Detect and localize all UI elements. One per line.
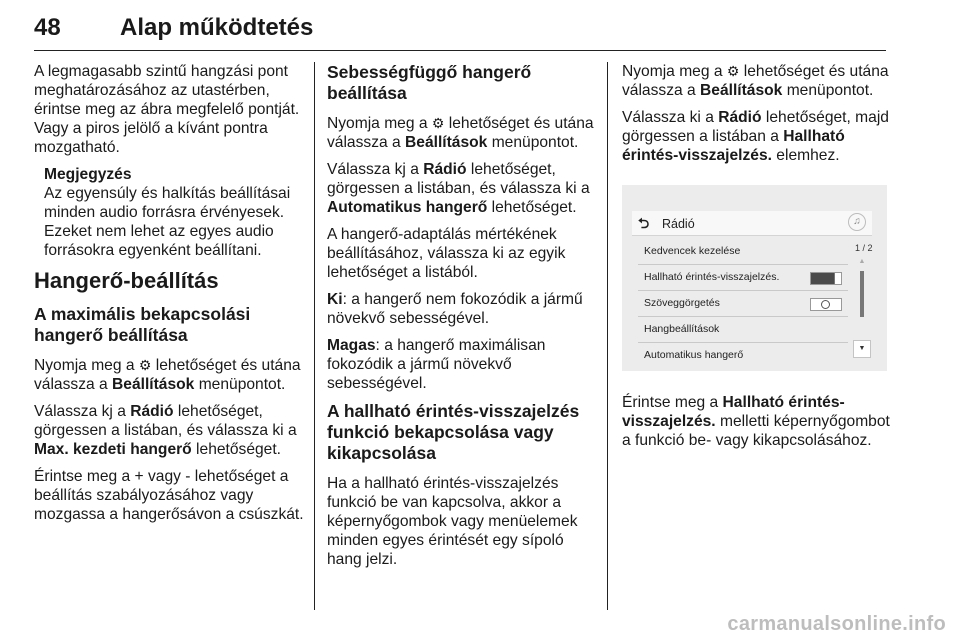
page-indicator: 1 / 2	[855, 243, 873, 253]
settings-list	[638, 239, 848, 368]
toggle-switch[interactable]	[810, 272, 842, 285]
instruction-paragraph: A hangerő-adaptálás mértékének beállításához, válassza ki az egyik lehetőséget a listából.	[327, 226, 566, 281]
list-item[interactable]: Kedvencek kezelése	[638, 239, 848, 265]
screen-title: Rádió	[662, 217, 695, 231]
column-divider	[314, 62, 315, 610]
scroll-up-icon[interactable]: ▲	[858, 258, 866, 265]
option-paragraph: Ki: a hangerő nem fokozódik a jármű növekvő sebességével.	[327, 291, 583, 327]
list-item[interactable]: Szöveggörgetés	[638, 291, 848, 317]
instruction-paragraph: Válassza kj a Rádió lehetőséget, görgessen a listában, és válassza ki a Automatikus hangerő lehetőséget.	[327, 161, 590, 216]
subsection-title: A maximális bekapcsolási hangerő beállítása	[34, 304, 251, 345]
chapter-title: Alap működtetés	[120, 14, 314, 41]
column-divider	[607, 62, 608, 610]
radio-settings-screenshot	[622, 185, 887, 371]
page-header	[34, 0, 886, 51]
subsection-title: Sebességfüggő hangerő beállítása	[327, 62, 532, 103]
scrollbar[interactable]	[860, 271, 864, 317]
instruction-paragraph: Nyomja meg a ⚙ lehetőséget és utána válassza a Beállítások menüpontot.	[622, 63, 889, 99]
intro-paragraph: A legmagasabb szintű hangzási pont meghatározásához az utastérben, érintse meg az ábra megfelelő pontját. Vagy a piros jelölő a kívánt pontra mozgatható.	[34, 63, 300, 156]
section-title: Hangerő-beállítás	[34, 268, 219, 293]
gear-icon: ⚙	[726, 63, 740, 79]
note-title: Megjegyzés	[44, 166, 132, 183]
column-1	[34, 62, 304, 532]
list-item[interactable]: Hallható érintés-visszajelzés.	[638, 265, 848, 291]
column-3	[622, 62, 892, 458]
instruction-paragraph: Válassza ki a Rádió lehetőséget, majd görgessen a listában a Hallható érintés-visszajelzés. elemhez.	[622, 109, 889, 164]
scroll-down-button[interactable]: ▼	[853, 340, 871, 358]
screen-title-bar	[632, 211, 872, 236]
instruction-paragraph: Nyomja meg a ⚙ lehetőséget és utána válassza a Beállítások menüpontot.	[34, 357, 301, 393]
subsection-title: A hallható érintés-visszajelzés funkció bekapcsolása vagy kikapcsolása	[327, 401, 580, 463]
toggle-switch[interactable]	[810, 298, 842, 311]
music-note-icon[interactable]: ♫	[848, 213, 866, 231]
note-body: Az egyensúly és halkítás beállításai minden audio forrásra érvényesek. Ezeket nem lehet az egyes audio forrásokra egyenként beállítani.	[44, 185, 291, 259]
page-number: 48	[34, 14, 61, 41]
instruction-paragraph: Válassza kj a Rádió lehetőséget, görgessen a listában, és válassza ki a Max. kezdeti hangerő lehetőséget.	[34, 403, 297, 458]
instruction-paragraph: Nyomja meg a ⚙ lehetőséget és utána válassza a Beállítások menüpontot.	[327, 115, 594, 151]
gear-icon: ⚙	[138, 357, 152, 373]
back-arrow-icon[interactable]: ⮌	[638, 215, 650, 231]
watermark: carmanualsonline.info	[727, 613, 946, 635]
list-item[interactable]: Automatikus hangerő	[644, 349, 744, 361]
column-2	[327, 62, 597, 577]
option-paragraph: Magas: a hangerő maximálisan fokozódik a jármű növekvő sebességével.	[327, 337, 546, 392]
note-box	[44, 165, 304, 260]
list-item[interactable]: Hangbeállítások	[638, 317, 848, 343]
instruction-paragraph: Érintse meg a + vagy - lehetőséget a beállítás szabályozásához vagy mozgassa a hangerősávon a csúszkát.	[34, 468, 304, 523]
instruction-paragraph: Érintse meg a Hallható érintés-visszajelzés. melletti képernyőgombot a funkció be- vagy kikapcsolásához.	[622, 394, 890, 449]
instruction-paragraph: Ha a hallható érintés-visszajelzés funkció be van kapcsolva, akkor a képernyőgombok vagy menüelemek minden egyes érintését egy sípoló hang jelzi.	[327, 475, 578, 568]
gear-icon: ⚙	[431, 115, 445, 131]
